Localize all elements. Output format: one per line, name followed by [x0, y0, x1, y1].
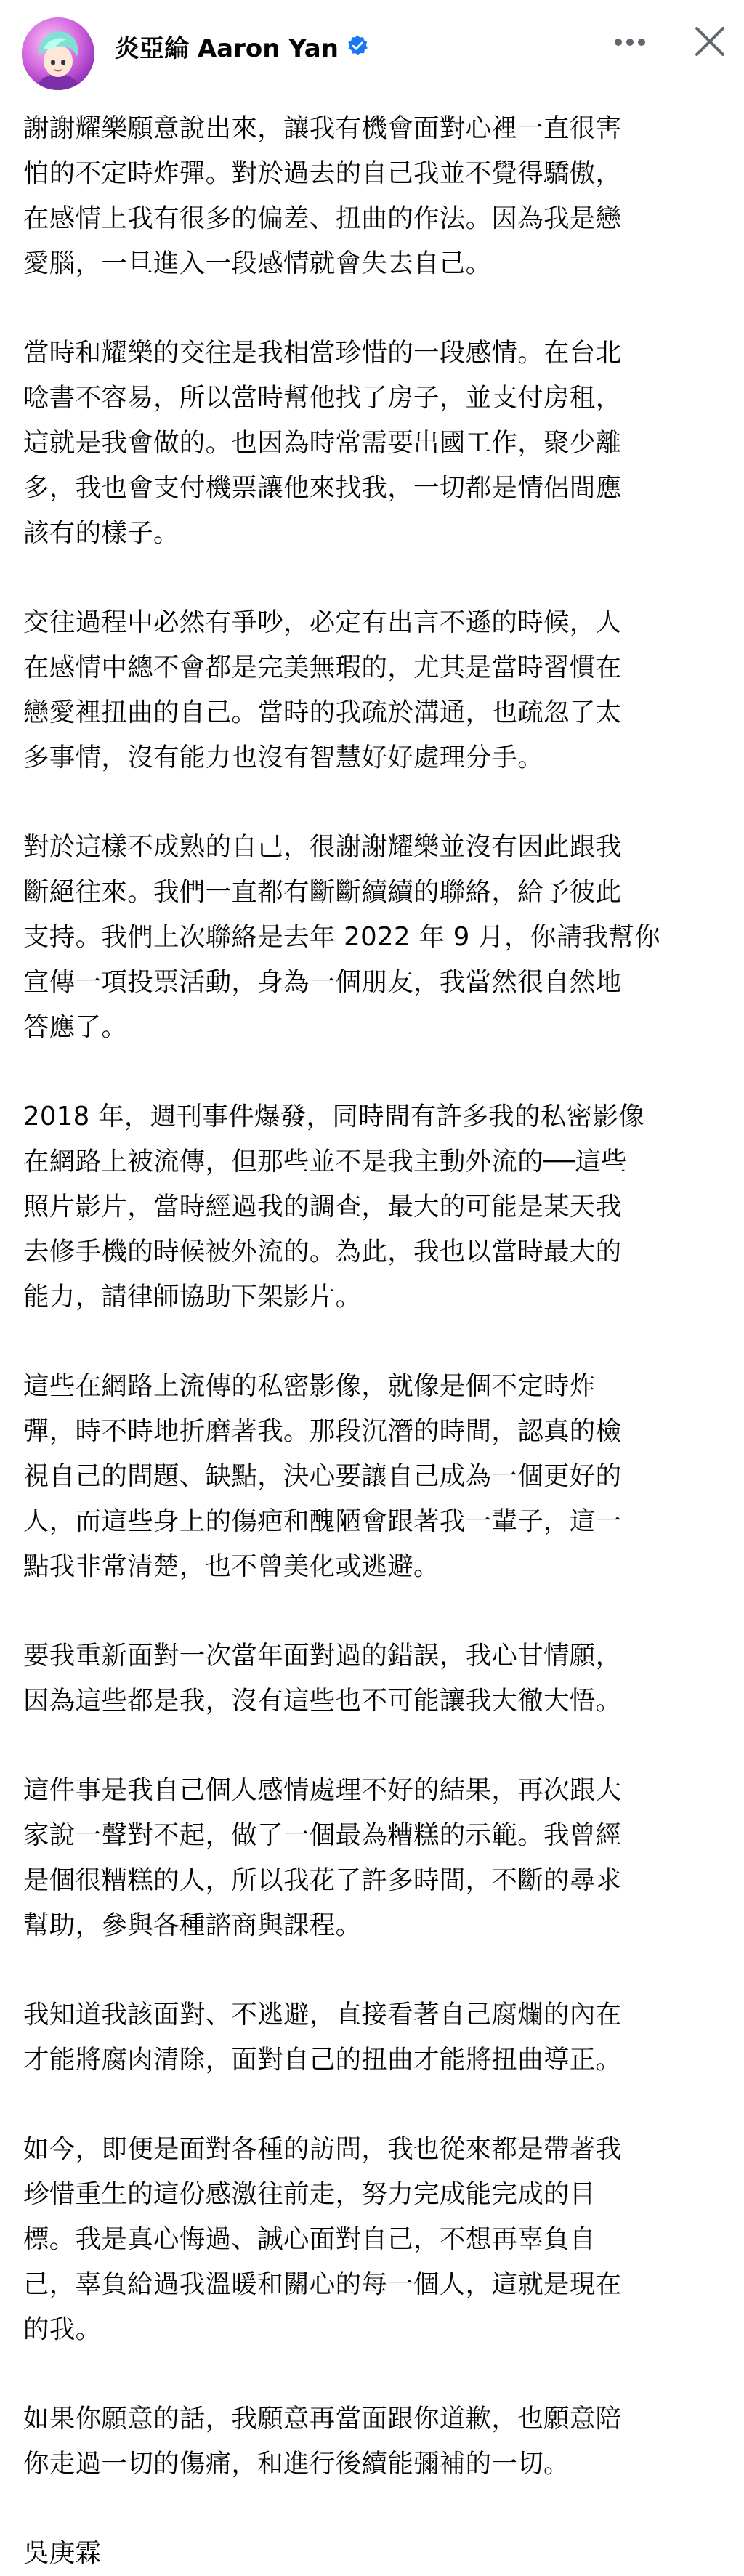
post-paragraph: 對於這樣不成熟的自己，很謝謝耀樂並沒有因此跟我 斷絕往來。我們一直都有斷斷續續的聯絡，給予彼此 支持。我們上次聯絡是去年 2022 年 9 月，你請我幫你 宣傳一項投票活動，身為一個朋友，我當然很自然地 答應了。 — [23, 832, 660, 1042]
post-paragraph: 2018 年，週刊事件爆發，同時間有許多我的私密影像 在網路上被流傳，但那些並不是我主動外流的──這些 照片影片，當時經過我的調查，最大的可能是某天我 去修手機的時候被外流的。為此，我也以當時最大的 能力，請律師協助下架影片。 — [23, 1102, 644, 1312]
post-paragraph: 如今，即便是面對各種的訪問，我也從來都是帶著我 珍惜重生的這份感激往前走，努力完成能完成的目 標。我是真心悔過、誠心面對自己，不想再辜負自 己，辜負給過我溫暖和關心的每一個人，這就是現在 的我。 — [23, 2134, 622, 2344]
post-paragraph: 這件事是我自己個人感情處理不好的結果，再次跟大 家說一聲對不起，做了一個最為糟糕的示範。我曾經 是個很糟糕的人，所以我花了許多時間，不斷的尋求 幫助，參與各種諮商與課程。 — [23, 1775, 622, 1940]
author-row — [115, 28, 369, 64]
post-paragraph: 交往過程中必然有爭吵，必定有出言不遜的時候，人 在感情中總不會都是完美無瑕的，尤其是當時習慣在 戀愛裡扭曲的自己。當時的我疏於溝通，也疏忽了太 多事情，沒有能力也沒有智慧好好處理分手。 — [23, 607, 622, 772]
post-signature: 吳庚霖 — [23, 2538, 102, 2568]
post-paragraph: 謝謝耀樂願意說出來，讓我有機會面對心裡一直很害 怕的不定時炸彈。對於過去的自己我並不覺得驕傲， 在感情上我有很多的偏差、扭曲的作法。因為我是戀 愛腦，一旦進入一段感情就會失去自己。 — [23, 113, 622, 278]
avatar[interactable] — [22, 17, 94, 90]
post-paragraph: 這些在網路上流傳的私密影像，就像是個不定時炸 彈，時不時地折磨著我。那段沉潛的時間，認真的檢 視自己的問題、缺點，決心要讓自己成為一個更好的 人，而這些身上的傷疤和醜陋會跟著我一輩子，這一 點我非常清楚，也不曾美化或逃避。 — [23, 1371, 622, 1581]
post-header — [0, 0, 744, 94]
close-button[interactable] — [689, 20, 731, 62]
post-paragraph: 我知道我該面對、不逃避，直接看著自己腐爛的內在 才能將腐肉清除，面對自己的扭曲才能將扭曲導正。 — [23, 2000, 622, 2075]
post-paragraph: 要我重新面對一次當年面對過的錯誤，我心甘情願， 因為這些都是我，沒有這些也不可能讓我大徹大悟。 — [23, 1641, 622, 1716]
close-icon — [694, 25, 726, 57]
verified-badge-icon — [346, 34, 369, 57]
post-paragraph: 如果你願意的話，我願意再當面跟你道歉，也願意陪 你走過一切的傷痛，和進行後續能彌補的一切。 — [23, 2404, 622, 2479]
post-paragraph: 當時和耀樂的交往是我相當珍惜的一段感情。在台北 唸書不容易，所以當時幫他找了房子，並支付房租， 這就是我會做的。也因為時常需要出國工作，聚少離 多，我也會支付機票讓他來找我，一切都是情侶間應 該有的樣子。 — [23, 338, 622, 548]
avatar-illustration-icon — [22, 17, 94, 90]
post-text — [23, 106, 732, 2576]
author-name[interactable]: 炎亞綸 Aaron Yan — [115, 33, 339, 63]
more-options-button[interactable] — [604, 26, 655, 58]
more-options-icon — [614, 38, 646, 47]
